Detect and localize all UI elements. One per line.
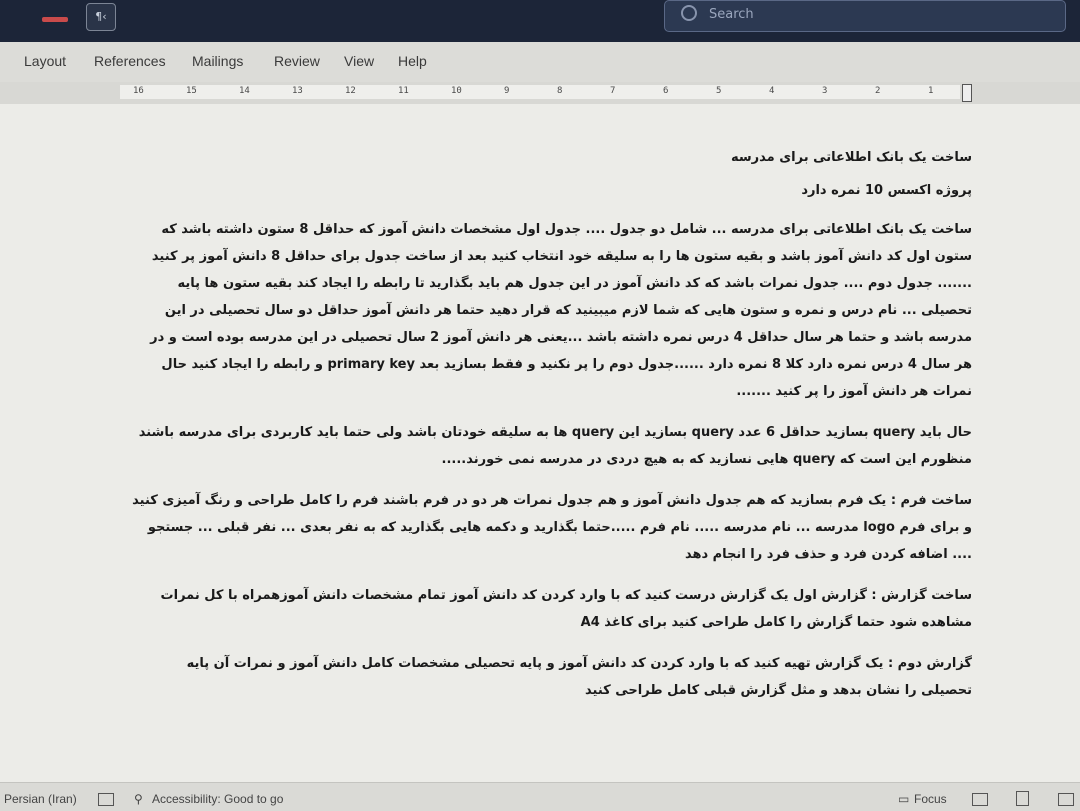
paragraph: ساخت فرم : یک فرم بسازید که هم جدول دانش آموز و هم جدول نمرات هر دو در فرم باشند فرم را کامل طراحی و رنگ آمیزی کنید و برای فرم logo مدرسه ... نام مدرسه ..... نام فرم .....حتما بگذارید و دکمه هایی بگذارید که به نفر بعدی ... نفر قبلی ... جستجو .... اضافه کردن فرد و حذف فرد را انجام دهد: [132, 493, 972, 562]
document-title: ساخت یک بانک اطلاعاتی برای مدرسه: [731, 150, 972, 165]
web-layout-icon[interactable]: [1058, 793, 1074, 806]
ruler-number: 1: [928, 86, 934, 96]
print-layout-icon[interactable]: [1016, 791, 1029, 806]
ruler-number: 7: [610, 86, 616, 96]
ruler-number: 9: [504, 86, 510, 96]
search-box[interactable]: [664, 0, 1066, 32]
ruler-number: 3: [822, 86, 828, 96]
document-subtitle: پروژه اکسس 10 نمره دارد: [801, 183, 972, 198]
ruler-number: 13: [292, 86, 303, 96]
paragraph: ساخت گزارش : گزارش اول یک گزارش درست کنید که با وارد کردن کد دانش آموز تمام مشخصات دانش آموزهمراه با کل نمرات مشاهده شود حتما گزارش را کامل طراحی کنید برای کاغذ A4: [160, 588, 972, 630]
horizontal-ruler[interactable]: [0, 82, 1080, 105]
ruler-number: 6: [663, 86, 669, 96]
tab-references[interactable]: References: [94, 53, 166, 69]
ruler-number: 2: [875, 86, 881, 96]
search-placeholder: Search: [709, 7, 754, 22]
read-mode-icon[interactable]: [972, 793, 988, 806]
ribbon-tabs: [0, 42, 1080, 83]
status-bar: [0, 782, 1080, 811]
tab-layout[interactable]: Layout: [24, 53, 67, 69]
title-bar: [0, 0, 1080, 42]
paragraph: ساخت یک بانک اطلاعاتی برای مدرسه ... شامل دو جدول .... جدول اول مشخصات دانش آموز که حداقل 8 ستون داشته باشد که ستون اول کد دانش آموز باشد و بقیه ستون ها را به سلیقه خود انتخاب کنید بعد از ساخت جدول برای حداقل 8 دانش آموز پر کنید ....... جدول دوم .... جدول نمرات باشد که کد دانش آموز در این جدول هم باید بگذارید تا رابطه را ایجاد کند بقیه ستون ها پایه تحصیلی ... نام درس و نمره و ستون هایی که شما لازم میبینید که قرار دهید حتما هر دانش آموز حداقل دو سال تحصیلی در این مدرسه باشد و حتما هر سال حداقل 4 درس نمره داشته باشد ...یعنی هر دانش آموز 2 سال تحصیلی در این مدرسه بوده است و در هر سال 4 درس نمره دارد کلا 8 نمره دارد ......جدول دوم را پر نکنید و فقط بسازید بعد primary key و رابطه را ایجاد کنید حال نمرات هر دانش آموز را پر کنید .......: [150, 222, 972, 399]
paragraph: حال باید query بسازید حداقل 6 عدد query بسازید این query ها به سلیقه خودتان باشد ولی حتما باید کاربردی برای مدرسه باشند منظورم این است که query هایی نسازید که به هیچ دردی در مدرسه نمی خورند.....: [138, 425, 972, 467]
focus-button[interactable]: Focus: [914, 792, 947, 806]
document-page[interactable]: [0, 104, 1080, 782]
ruler-number: 14: [239, 86, 250, 96]
ruler-number: 16: [133, 86, 144, 96]
accessibility-status[interactable]: Accessibility: Good to go: [152, 792, 284, 806]
text-predictions-icon[interactable]: [98, 793, 114, 806]
window-accent: [42, 17, 68, 22]
ruler-number: 5: [716, 86, 722, 96]
tab-mailings[interactable]: Mailings: [192, 53, 244, 69]
tab-help[interactable]: Help: [398, 53, 427, 69]
search-icon: [681, 5, 697, 21]
quick-access-button[interactable]: ¶‹: [86, 3, 116, 31]
ruler-number: 8: [557, 86, 563, 96]
focus-icon: ▭: [898, 792, 910, 806]
accessibility-icon: ⚲: [134, 792, 143, 806]
ruler-number: 11: [398, 86, 409, 96]
indent-marker-icon[interactable]: [962, 84, 972, 102]
document-body[interactable]: [132, 144, 972, 718]
paragraph: گزارش دوم : یک گزارش تهیه کنید که با وارد کردن کد دانش آموز و پایه تحصیلی مشخصات کامل دانش آموز و نمرات آن پایه تحصیلی را نشان بدهد و مثل گزارش قبلی کامل طراحی کنید: [186, 656, 972, 698]
ruler-number: 10: [451, 86, 462, 96]
ruler-number: 15: [186, 86, 197, 96]
ruler-number: 4: [769, 86, 775, 96]
tab-review[interactable]: Review: [274, 53, 320, 69]
ruler-number: 12: [345, 86, 356, 96]
tab-view[interactable]: View: [344, 53, 375, 69]
language-indicator[interactable]: Persian (Iran): [4, 792, 77, 806]
